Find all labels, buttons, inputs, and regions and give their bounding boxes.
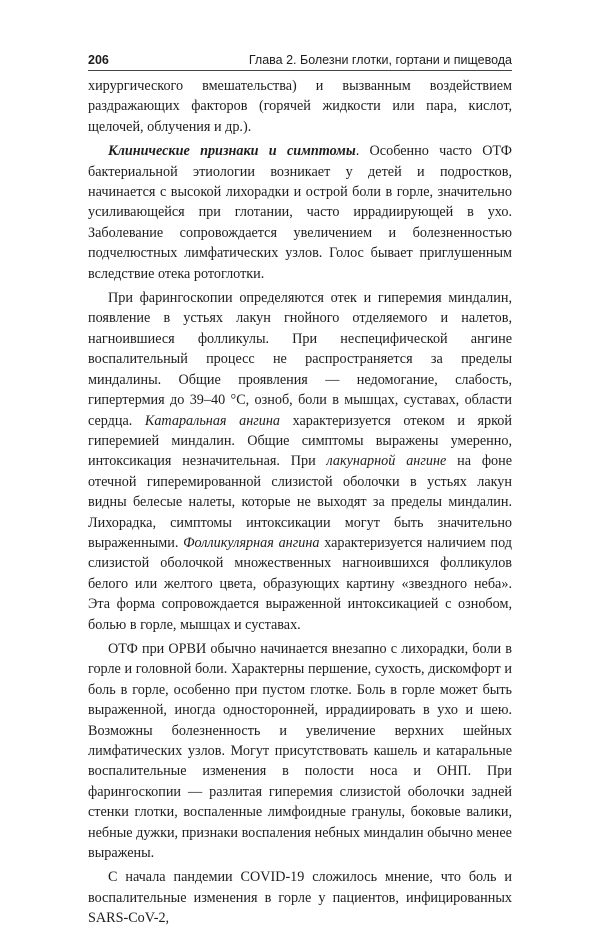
text-run: на фоне отечной гиперемированной слизистой оболочки в устьях лакун видны белесые налеты, которые не выходят за пределы миндалин. Лихорадка, симптомы интоксикации могут быть значительно выраженными. xyxy=(88,453,512,551)
term-catarrhal: Катаральная ангина xyxy=(144,412,280,429)
text-run: ОТФ при ОРВИ обычно начинается внезапно с лихорадки, боли в горле и головной боли. Характерны першение, сухость, дискомфорт и боль в горле, особенно при пустом глотке. Боль в горле может быть выраженной, иногда односторонней, иррадиировать в ухо и шею. Возможны болезненность и увеличение верхних шейных лимфатических узлов. Могут присутствовать кашель и катаральные воспалительные изменения в полости носа и ОНП. При фарингоскопии — разлитая гиперемия слизистой оболочки задней стенки глотки, воспаленные лимфоидные гранулы, боковые валики, небные дужки, признаки воспаления небных миндалин обычно менее выражены. xyxy=(88,640,512,862)
text-run: С начала пандемии COVID-19 сложилось мнение, что боль и воспалительные изменения в горле у пациентов, инфицированных SARS-CoV-2, xyxy=(88,869,512,927)
text-run: характеризуется наличием под слизистой оболочкой множественных нагноившихся фолликулов белого или желтого цвета, образующих картину «звездного неба». Эта форма сопровождается выраженной интоксикацией с ознобом, болью в горле, мышцах и суставах. xyxy=(88,534,512,633)
running-title: Глава 2. Болезни глотки, гортани и пищевода xyxy=(248,53,512,67)
paragraph-covid xyxy=(88,867,512,928)
text-run: характеризуется отеком и яркой гиперемией миндалин. Общие симптомы выражены умеренно, интоксикация незначительная. При xyxy=(88,412,512,470)
page-number: 206 xyxy=(88,53,109,67)
term-follicular: Фолликулярная ангина xyxy=(183,534,320,551)
section-heading: Клинические признаки и симптомы xyxy=(108,143,356,160)
text-run: хирургического вмешательства) и вызванным воздействием раздражающих факторов (горячей жидкости или пара, кислот, щелочей, облучения и др.). xyxy=(88,78,512,135)
paragraph-clinical-signs xyxy=(88,141,512,284)
term-lacunar: лакунарной ангине xyxy=(326,453,447,470)
body-text xyxy=(88,76,512,929)
text-run: . Особенно часто ОТФ бактериальной этиологии возникает у детей и подростков, начинается с высокой лихорадки и острой боли в горле, значительно усиливающейся при глотании, часто иррадиирующей в ухо. Заболевание сопровождается увеличением и болезненностью подчелюстных лимфатических узлов. Голос бывает приглушенным вследствие отека ротоглотки. xyxy=(88,143,512,282)
paragraph-continuation xyxy=(88,76,512,137)
paragraph-arvi xyxy=(88,639,512,863)
paragraph-pharyngoscopy xyxy=(88,288,512,635)
page-header xyxy=(88,53,512,71)
text-run: При фарингоскопии определяются отек и гиперемия миндалин, появление в устьях лакун гнойного отделяемого и налетов, нагноившиеся фолликулы. При неспецифической ангине воспалительный процесс не распространяется за пределы миндалины. Общие проявления — недомогание, слабость, гипертермия до 39–40 °С, озноб, боли в мышцах, суставах, области сердца. xyxy=(88,290,512,429)
